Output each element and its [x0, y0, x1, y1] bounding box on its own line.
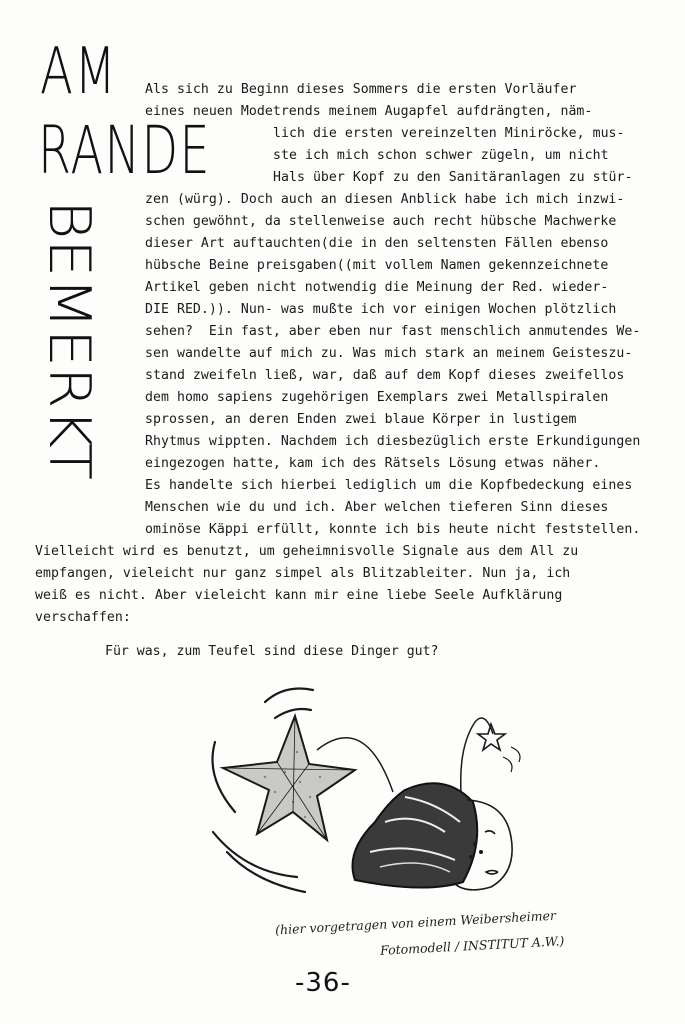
body-line: ominöse Käppi erfüllt, konnte ich bis heute nicht feststellen.	[145, 522, 641, 537]
body-line: hübsche Beine preisgaben((mit vollem Namen gekennzeichnete	[145, 258, 609, 273]
body-line: empfangen, vieleicht nur ganz simpel als Blitzableiter. Nun ja, ich	[35, 566, 571, 581]
body-line: sehen? Ein fast, aber eben nur fast menschlich anmutendes We-	[145, 324, 641, 339]
body-line: eingezogen hatte, kam ich des Rätsels Lösung etwas näher.	[145, 456, 601, 471]
body-line: Es handelte sich hierbei lediglich um die Kopfbedeckung eines	[145, 478, 633, 493]
page-number: -36-	[295, 968, 351, 998]
body-line: schen gewöhnt, da stellenweise auch recht hübsche Machwerke	[145, 214, 617, 229]
title-am: AM	[40, 35, 118, 109]
body-line: dieser Art auftauchten(die in den seltensten Fällen ebenso	[145, 236, 609, 251]
body-line: weiß es nicht. Aber vieleicht kann mir eine liebe Seele Aufklärung	[35, 588, 563, 603]
caption-line: (hier vorgetragen von einem Weibersheimer	[274, 907, 557, 938]
body-line: Rhytmus wippten. Nachdem ich diesbezüglich erste Erkundigungen	[145, 434, 641, 449]
body-line: dem homo sapiens zugehörigen Exemplars zwei Metallspiralen	[145, 390, 609, 405]
body-line: DIE RED.)). Nun- was mußte ich vor einigen Wochen plötzlich	[145, 302, 617, 317]
title-rande: RANDE	[38, 112, 211, 189]
body-line: Als sich zu Beginn dieses Sommers die ersten Vorläufer	[145, 82, 577, 97]
caption-line: Fotomodell / INSTITUT A.W.)	[379, 933, 565, 958]
body-line: eines neuen Modetrends meinem Augapfel aufdrängten, näm-	[145, 104, 593, 119]
body-line: Artikel geben nicht notwendig die Meinung der Red. wieder-	[145, 280, 609, 295]
body-line: Hals über Kopf zu den Sanitäranlagen zu stür-	[273, 170, 633, 185]
question-line: Für was, zum Teufel sind diese Dinger gut?	[105, 644, 439, 659]
hat-icon	[353, 783, 478, 887]
body-line: verschaffen:	[35, 610, 131, 625]
body-line: sprossen, an deren Enden zwei blaue Körper in lustigem	[145, 412, 577, 427]
body-line: sen wandelte auf mich zu. Was mich stark an meinem Geisteszu-	[145, 346, 633, 361]
title-bemerkt: BEMERKT	[35, 200, 102, 480]
star-head-illustration	[205, 672, 545, 922]
body-line: Menschen wie du und ich. Aber welchen tieferen Sinn dieses	[145, 500, 609, 515]
star-icon	[223, 716, 355, 840]
body-line: Vielleicht wird es benutzt, um geheimnisvolle Signale aus dem All zu	[35, 544, 579, 559]
body-line: stand zweifeln ließ, war, daß auf dem Kopf dieses zweifellos	[145, 368, 625, 383]
body-line: zen (würg). Doch auch an diesen Anblick habe ich mich inzwi-	[145, 192, 625, 207]
small-star-icon	[478, 724, 520, 772]
body-line: lich die ersten vereinzelten Miniröcke, mus-	[273, 126, 625, 141]
title-vertical	[35, 200, 110, 520]
body-line: ste ich mich schon schwer zügeln, um nicht	[273, 148, 609, 163]
